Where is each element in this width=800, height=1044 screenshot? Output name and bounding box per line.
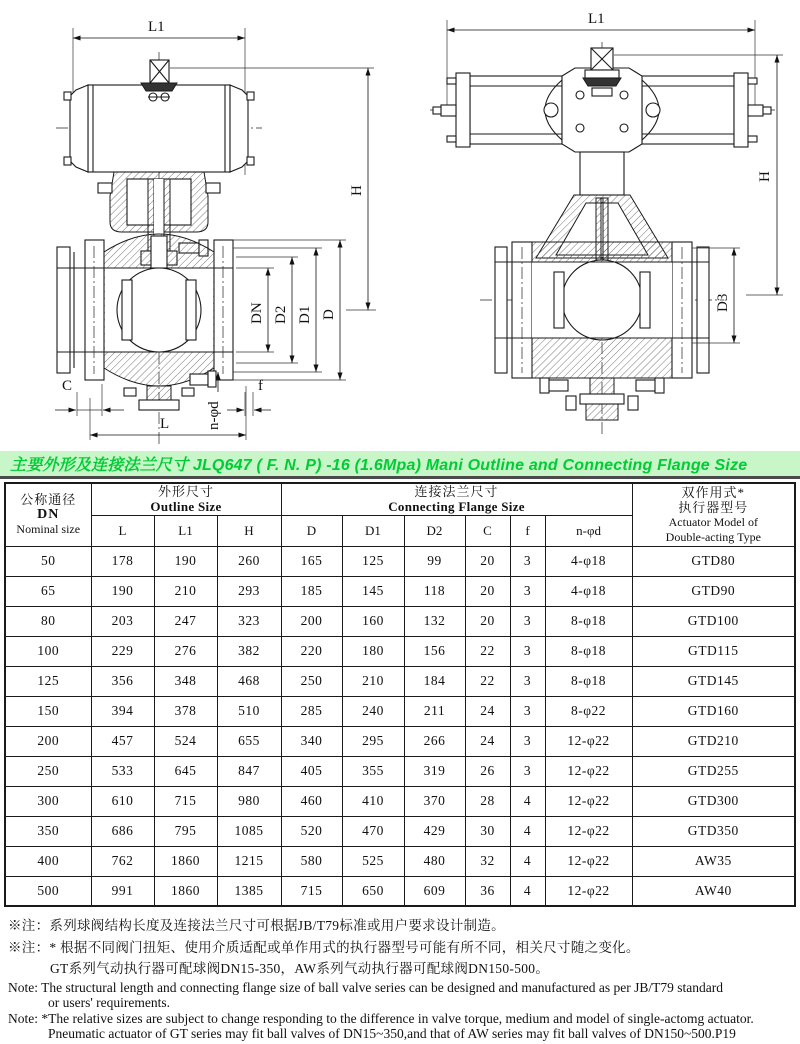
- technical-drawings: [0, 0, 800, 452]
- table-cell: 650: [342, 876, 404, 906]
- section-title-bar: [0, 451, 800, 479]
- table-cell: 500: [5, 876, 91, 906]
- dim-label-n-phi-d: n-φd: [206, 401, 222, 430]
- table-cell: 36: [465, 876, 510, 906]
- table-cell: 12-φ22: [545, 846, 632, 876]
- table-cell: 370: [404, 786, 465, 816]
- table-cell: 125: [342, 546, 404, 576]
- table-cell: 847: [217, 756, 281, 786]
- table-cell: 150: [5, 696, 91, 726]
- table-cell: 12-φ22: [545, 816, 632, 846]
- table-cell: 99: [404, 546, 465, 576]
- table-row: [5, 666, 795, 696]
- dim-label-l: L: [160, 416, 170, 432]
- table-cell: 319: [404, 756, 465, 786]
- section-title: 主要外形及连接法兰尺寸 JLQ647 ( F. N. P) -16 (1.6Mpa) Mani Outline and Connecting Flange Size: [10, 457, 748, 474]
- header-nominal-size-en: Nominal size: [16, 522, 81, 537]
- table-cell: 22: [465, 636, 510, 666]
- table-cell: 22: [465, 666, 510, 696]
- table-cell: 260: [217, 546, 281, 576]
- notes-section: [8, 915, 794, 1042]
- table-cell: 4-φ18: [545, 576, 632, 606]
- note-zh-2: ※注：* 根据不同阀门扭矩、使用介质适配或单作用式的执行器型号可能有所不同，相关尺寸随之变化。: [8, 939, 640, 955]
- table-cell: 12-φ22: [545, 726, 632, 756]
- table-cell: 26: [465, 756, 510, 786]
- table-cell: AW35: [632, 846, 795, 876]
- header-flange-zh: 连接法兰尺寸: [414, 484, 499, 500]
- dim-label-d3: D3: [715, 293, 731, 312]
- table-cell: 65: [5, 576, 91, 606]
- header-flange-en: Connecting Flange Size: [388, 499, 525, 515]
- table-cell: 266: [404, 726, 465, 756]
- table-row: [5, 816, 795, 846]
- table-cell: 156: [404, 636, 465, 666]
- header-actuator-model: [632, 483, 795, 546]
- table-cell: 510: [217, 696, 281, 726]
- table-row: [5, 846, 795, 876]
- table-cell: 394: [91, 696, 154, 726]
- table-cell: AW40: [632, 876, 795, 906]
- table-cell: 410: [342, 786, 404, 816]
- table-cell: 12-φ22: [545, 756, 632, 786]
- col-header-f: f: [510, 515, 545, 546]
- dim-label-d2: D2: [273, 305, 289, 324]
- table-cell: 4: [510, 846, 545, 876]
- table-cell: 340: [281, 726, 342, 756]
- table-cell: 132: [404, 606, 465, 636]
- table-cell: 229: [91, 636, 154, 666]
- dim-label-l1-left: L1: [148, 19, 165, 35]
- table-cell: 125: [5, 666, 91, 696]
- table-cell: 468: [217, 666, 281, 696]
- table-row: [5, 756, 795, 786]
- table-cell: 250: [5, 756, 91, 786]
- table-cell: 609: [404, 876, 465, 906]
- table-cell: 3: [510, 696, 545, 726]
- col-header-L1: L1: [154, 515, 217, 546]
- table-cell: 655: [217, 726, 281, 756]
- table-cell: 250: [281, 666, 342, 696]
- dim-label-f: f: [258, 378, 263, 394]
- table-cell: 80: [5, 606, 91, 636]
- table-cell: 3: [510, 666, 545, 696]
- table-cell: 991: [91, 876, 154, 906]
- table-cell: 12-φ22: [545, 876, 632, 906]
- table-cell: 356: [91, 666, 154, 696]
- table-cell: 185: [281, 576, 342, 606]
- dimension-table-body: [5, 546, 795, 906]
- header-flange-size: [281, 483, 632, 515]
- table-cell: 382: [217, 636, 281, 666]
- table-cell: 210: [154, 576, 217, 606]
- table-row: [5, 546, 795, 576]
- table-cell: 1085: [217, 816, 281, 846]
- note-en-1: Note: The structural length and connecting flange size of ball valve series can be designed and manufactured as per JB/T79 standard: [8, 979, 723, 995]
- table-cell: 429: [404, 816, 465, 846]
- table-cell: 4-φ18: [545, 546, 632, 576]
- table-cell: 795: [154, 816, 217, 846]
- table-cell: GTD255: [632, 756, 795, 786]
- table-cell: GTD100: [632, 606, 795, 636]
- table-cell: 3: [510, 606, 545, 636]
- dim-label-d1: D1: [297, 305, 313, 324]
- table-cell: 4: [510, 876, 545, 906]
- table-cell: 378: [154, 696, 217, 726]
- table-cell: 178: [91, 546, 154, 576]
- table-cell: 190: [154, 546, 217, 576]
- dim-label-h-left: H: [349, 185, 365, 196]
- table-cell: 203: [91, 606, 154, 636]
- table-cell: GTD160: [632, 696, 795, 726]
- table-cell: 350: [5, 816, 91, 846]
- table-cell: 30: [465, 816, 510, 846]
- col-header-D: D: [281, 515, 342, 546]
- table-cell: 355: [342, 756, 404, 786]
- table-cell: 240: [342, 696, 404, 726]
- table-cell: 400: [5, 846, 91, 876]
- table-cell: 580: [281, 846, 342, 876]
- table-cell: 118: [404, 576, 465, 606]
- header-actuator-zh1: 双作用式*: [681, 484, 746, 500]
- table-cell: 12-φ22: [545, 786, 632, 816]
- table-cell: 8-φ18: [545, 606, 632, 636]
- header-outline-en: Outline Size: [150, 499, 222, 515]
- col-header-D2: D2: [404, 515, 465, 546]
- table-cell: 715: [281, 876, 342, 906]
- col-header-D1: D1: [342, 515, 404, 546]
- table-cell: 200: [5, 726, 91, 756]
- col-header-C: C: [465, 515, 510, 546]
- table-cell: 50: [5, 546, 91, 576]
- table-cell: 3: [510, 726, 545, 756]
- table-cell: 1860: [154, 846, 217, 876]
- col-header-H: H: [217, 515, 281, 546]
- dim-label-h-right: H: [757, 171, 773, 182]
- table-cell: 184: [404, 666, 465, 696]
- table-cell: 211: [404, 696, 465, 726]
- note-zh-1: ※注：系列球阀结构长度及连接法兰尺寸可根据JB/T79标准或用户要求设计制造。: [8, 918, 505, 933]
- header-actuator-en2: Double-acting Type: [665, 529, 761, 544]
- table-cell: 100: [5, 636, 91, 666]
- table-cell: 3: [510, 636, 545, 666]
- table-cell: 20: [465, 576, 510, 606]
- table-cell: 180: [342, 636, 404, 666]
- table-cell: 1215: [217, 846, 281, 876]
- table-cell: 220: [281, 636, 342, 666]
- table-cell: 460: [281, 786, 342, 816]
- table-cell: 28: [465, 786, 510, 816]
- table-cell: GTD300: [632, 786, 795, 816]
- table-cell: 524: [154, 726, 217, 756]
- table-cell: 405: [281, 756, 342, 786]
- table-cell: 533: [91, 756, 154, 786]
- table-cell: 32: [465, 846, 510, 876]
- table-cell: 295: [342, 726, 404, 756]
- table-cell: 520: [281, 816, 342, 846]
- table-cell: 4: [510, 816, 545, 846]
- col-header-n-phi-d: n-φd: [545, 515, 632, 546]
- note-en-3: Note: *The relative sizes are subject to change responding to the difference in valve torque, medium and model of single-actomg actuator.: [8, 1010, 754, 1026]
- header-dn-code: DN: [37, 507, 60, 523]
- table-cell: 285: [281, 696, 342, 726]
- header-actuator-zh2: 执行器型号: [678, 499, 749, 515]
- table-cell: GTD350: [632, 816, 795, 846]
- table-cell: 8-φ18: [545, 636, 632, 666]
- table-cell: 300: [5, 786, 91, 816]
- table-cell: GTD210: [632, 726, 795, 756]
- table-row: [5, 786, 795, 816]
- table-cell: 980: [217, 786, 281, 816]
- table-row: [5, 696, 795, 726]
- table-cell: 276: [154, 636, 217, 666]
- table-cell: 210: [342, 666, 404, 696]
- table-cell: GTD145: [632, 666, 795, 696]
- table-cell: 247: [154, 606, 217, 636]
- table-row: [5, 876, 795, 906]
- dim-label-d: D: [321, 309, 337, 320]
- table-cell: 200: [281, 606, 342, 636]
- table-cell: 20: [465, 546, 510, 576]
- dim-label-dn: DN: [249, 302, 265, 324]
- table-cell: 165: [281, 546, 342, 576]
- header-actuator-en1: Actuator Model of: [668, 514, 758, 529]
- table-cell: 190: [91, 576, 154, 606]
- table-cell: 24: [465, 696, 510, 726]
- table-cell: 480: [404, 846, 465, 876]
- table-cell: 4: [510, 786, 545, 816]
- header-nominal-size: [5, 483, 91, 546]
- table-row: [5, 726, 795, 756]
- table-cell: 323: [217, 606, 281, 636]
- header-nominal-size-zh: 公称通径: [20, 492, 77, 508]
- table-cell: 457: [91, 726, 154, 756]
- table-cell: 610: [91, 786, 154, 816]
- dim-label-c: C: [62, 378, 73, 394]
- table-cell: 20: [465, 606, 510, 636]
- table-cell: 3: [510, 546, 545, 576]
- table-row: [5, 606, 795, 636]
- table-cell: 3: [510, 576, 545, 606]
- header-outline-size: [91, 483, 281, 515]
- table-cell: GTD80: [632, 546, 795, 576]
- table-cell: 348: [154, 666, 217, 696]
- table-cell: 293: [217, 576, 281, 606]
- left-drawing: [55, 19, 376, 444]
- valve-drawings-svg: [0, 0, 800, 452]
- table-cell: GTD90: [632, 576, 795, 606]
- dimension-table: [4, 482, 796, 907]
- table-cell: GTD115: [632, 636, 795, 666]
- table-cell: 715: [154, 786, 217, 816]
- table-cell: 686: [91, 816, 154, 846]
- table-cell: 24: [465, 726, 510, 756]
- table-cell: 762: [91, 846, 154, 876]
- note-en-2: or users' requirements.: [48, 995, 171, 1010]
- dim-label-l1-right: L1: [588, 11, 605, 27]
- table-cell: 3: [510, 756, 545, 786]
- table-cell: 1860: [154, 876, 217, 906]
- table-cell: 470: [342, 816, 404, 846]
- table-cell: 525: [342, 846, 404, 876]
- note-zh-3: GT系列气动执行器可配球阀DN15-350，AW系列气动执行器可配球阀DN150-500。: [50, 961, 550, 976]
- header-outline-zh: 外形尺寸: [157, 484, 214, 500]
- table-row: [5, 636, 795, 666]
- table-row: [5, 576, 795, 606]
- table-cell: 645: [154, 756, 217, 786]
- right-drawing: [430, 11, 783, 436]
- table-cell: 8-φ18: [545, 666, 632, 696]
- table-cell: 145: [342, 576, 404, 606]
- col-header-L: L: [91, 515, 154, 546]
- table-cell: 160: [342, 606, 404, 636]
- note-en-4: Pneumatic actuator of GT series may fit ball valves of DN15~350,and that of AW series may fit ball valves of DN150~500.P19: [48, 1026, 736, 1041]
- table-cell: 8-φ22: [545, 696, 632, 726]
- table-cell: 1385: [217, 876, 281, 906]
